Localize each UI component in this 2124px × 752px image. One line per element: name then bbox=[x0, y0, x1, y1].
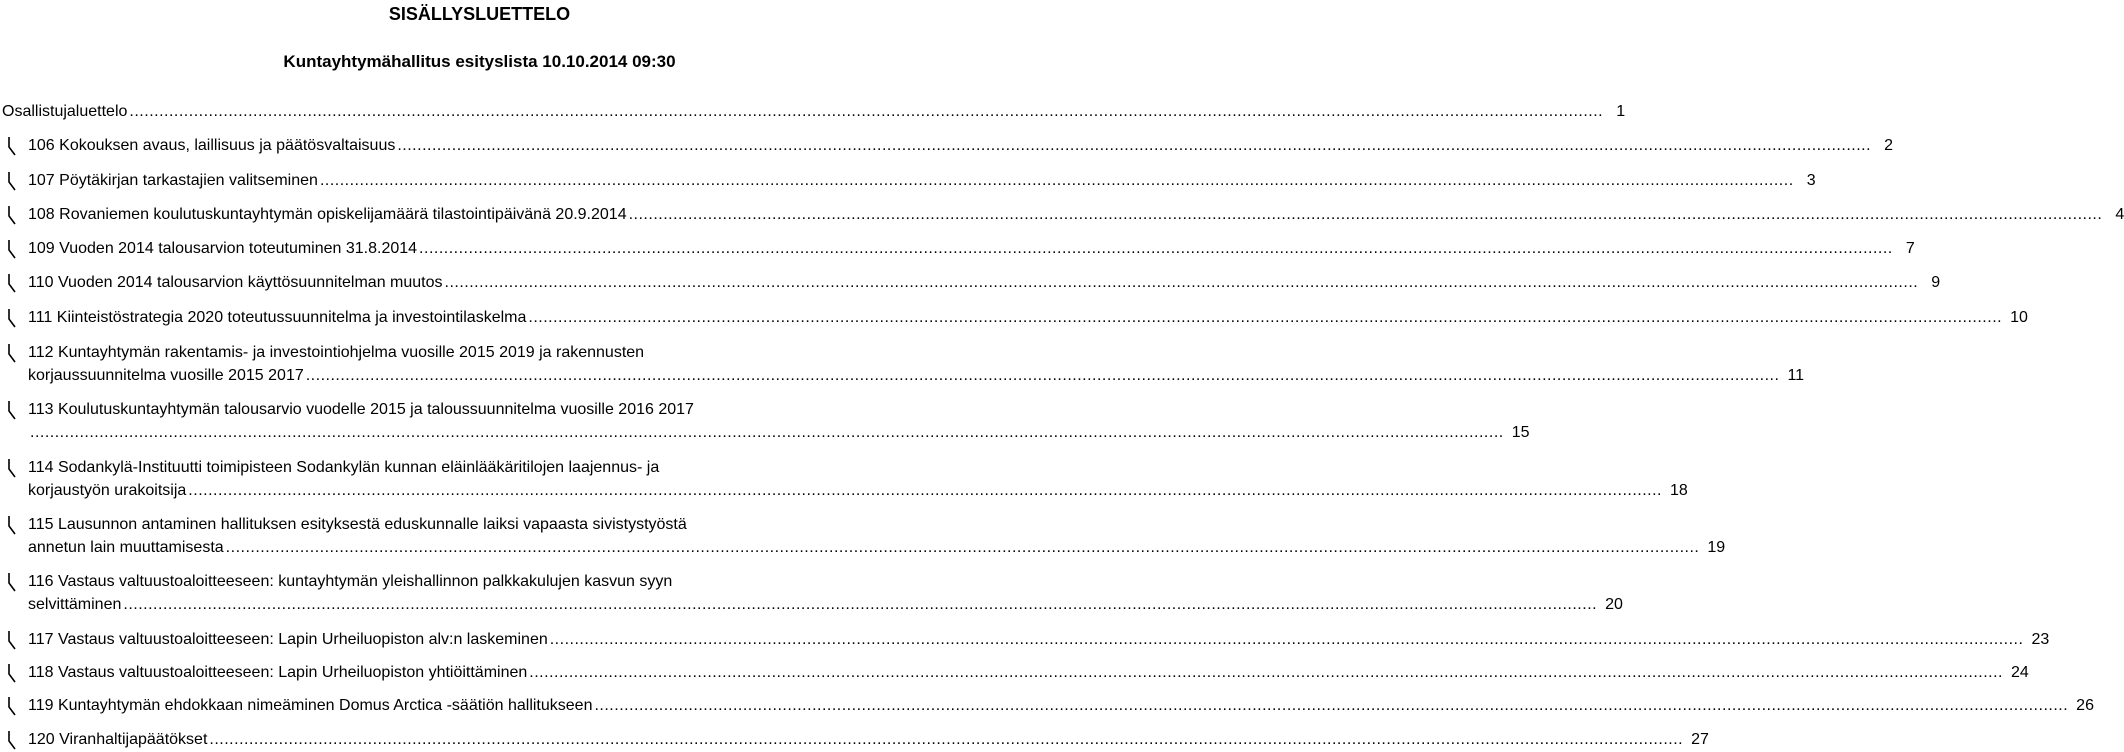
toc-entry-text: 116 Vastaus valtuustoaloitteeseen: kuntayhtymän yleishallinnon palkkakulujen kasvun syyn bbox=[28, 573, 673, 590]
hook-arrow-icon bbox=[7, 341, 17, 365]
hook-arrow-icon bbox=[7, 628, 17, 652]
toc-line bbox=[28, 479, 1688, 503]
toc-line bbox=[28, 421, 1530, 445]
toc-line bbox=[28, 661, 2029, 685]
leader-dots: .......................................................................................................................................................................................................................................................................................................... bbox=[628, 206, 2103, 223]
toc-entry-text: 118 Vastaus valtuustoaloitteeseen: Lapin Urheiluopiston yhtiöittäminen bbox=[28, 664, 528, 681]
toc-page-number: 4 bbox=[2115, 206, 2124, 223]
toc-entry-text: 106 Kokouksen avaus, laillisuus ja päätösvaltaisuus bbox=[28, 137, 396, 154]
toc-page-number: 1 bbox=[1616, 103, 1626, 120]
hook-arrow-icon bbox=[7, 203, 17, 227]
toc-page-number: 24 bbox=[2010, 664, 2029, 681]
hook-arrow-icon bbox=[7, 237, 17, 261]
leader-dots: .......................................................................................................................................................................................................................................................................................................... bbox=[123, 596, 1598, 613]
toc-entry-text: 111 Kiinteistöstrategia 2020 toteutussuunnitelma ja investointilaskelma bbox=[28, 309, 527, 326]
hook-arrow-icon bbox=[7, 513, 17, 537]
leader-dots: .......................................................................................................................................................................................................................................................................................................... bbox=[444, 274, 1919, 291]
toc-page-number: 19 bbox=[1707, 539, 1726, 556]
hook-arrow-icon bbox=[7, 169, 17, 193]
toc-page-number: 15 bbox=[1511, 424, 1530, 441]
toc-entry-text: 109 Vuoden 2014 talousarvion toteutuminen 31.8.2014 bbox=[28, 240, 418, 257]
leader-dots: .......................................................................................................................................................................................................................................................................................................... bbox=[305, 367, 1780, 384]
toc-entry-text-continued: korjaussuunnitelma vuosille 2015 2017 bbox=[28, 367, 304, 384]
toc-line bbox=[28, 694, 2094, 718]
toc-line bbox=[2, 100, 1626, 124]
leader-dots: .......................................................................................................................................................................................................................................................................................................... bbox=[419, 240, 1893, 257]
document-subtitle: Kuntayhtymähallitus esityslista 10.10.2014 09:30 bbox=[283, 52, 676, 71]
toc-entry-text: 114 Sodankylä-Instituutti toimipisteen Sodankylän kunnan eläinlääkäritilojen laajennus- ja bbox=[28, 459, 660, 476]
leader-dots: .......................................................................................................................................................................................................................................................................................................... bbox=[319, 172, 1794, 189]
hook-arrow-icon bbox=[7, 271, 17, 295]
hook-arrow-icon bbox=[7, 661, 17, 685]
leader-dots: .......................................................................................................................................................................................................................................................................................................... bbox=[188, 482, 1662, 499]
toc-page-number: 23 bbox=[2031, 631, 2050, 648]
toc-page-number: 10 bbox=[2010, 309, 2028, 326]
hook-arrow-icon bbox=[7, 728, 17, 752]
hook-arrow-icon bbox=[7, 456, 17, 480]
toc-line bbox=[28, 536, 1726, 560]
toc-entry-text: 110 Vuoden 2014 talousarvion käyttösuunnitelman muutos bbox=[28, 274, 443, 291]
hook-arrow-icon bbox=[7, 694, 17, 718]
leader-dots: .......................................................................................................................................................................................................................................................................................................... bbox=[529, 664, 2003, 681]
toc-entry-text: 112 Kuntayhtymän rakentamis- ja investointiohjelma vuosille 2015 2019 ja rakennusten bbox=[28, 344, 645, 361]
toc-line bbox=[28, 628, 2050, 652]
toc-line bbox=[28, 203, 2124, 227]
leader-dots: .......................................................................................................................................................................................................................................................................................................... bbox=[594, 697, 2069, 714]
toc-entry-text-continued: korjaustyön urakoitsija bbox=[28, 482, 187, 499]
hook-arrow-icon bbox=[7, 134, 17, 158]
toc-page-number: 11 bbox=[1787, 367, 1805, 384]
toc-entry-text-continued: annetun lain muuttamisesta bbox=[28, 539, 224, 556]
toc-entry-text: 113 Koulutuskuntayhtymän talousarvio vuodelle 2015 ja taloussuunnitelma vuosille 2016 2017 bbox=[28, 401, 694, 418]
toc-line bbox=[28, 134, 1894, 158]
toc-page-number: 18 bbox=[1670, 482, 1688, 499]
document-title: SISÄLLYSLUETTELO bbox=[388, 4, 571, 24]
toc-entry-text: 120 Viranhaltijapäätökset bbox=[28, 731, 208, 748]
toc-entry-text: Osallistujaluettelo bbox=[2, 103, 128, 120]
toc-page-number: 3 bbox=[1806, 172, 1816, 189]
leader-dots: .......................................................................................................................................................................................................................................................................................................... bbox=[528, 309, 2003, 326]
toc-entry-text-continued: selvittäminen bbox=[28, 596, 122, 613]
toc-entry-text: 115 Lausunnon antaminen hallituksen esityksestä eduskunnalle laiksi vapaasta sivistystyöstä bbox=[28, 516, 687, 533]
leader-dots: .......................................................................................................................................................................................................................................................................................................... bbox=[397, 137, 1872, 154]
hook-arrow-icon bbox=[7, 306, 17, 330]
toc-line bbox=[28, 169, 1816, 193]
leader-dots: .......................................................................................................................................................................................................................................................................................................... bbox=[209, 731, 1684, 748]
toc-page-number: 2 bbox=[1884, 137, 1894, 154]
leader-dots: .......................................................................................................................................................................................................................................................................................................... bbox=[30, 424, 1504, 441]
toc-line bbox=[28, 271, 1941, 295]
toc-line bbox=[28, 237, 1915, 261]
toc-line bbox=[28, 593, 1623, 617]
toc-line bbox=[28, 306, 2028, 330]
hook-arrow-icon bbox=[7, 570, 17, 594]
toc-entry-text: 107 Pöytäkirjan tarkastajien valitseminen bbox=[28, 172, 318, 189]
toc-entry-text: 117 Vastaus valtuustoaloitteeseen: Lapin Urheiluopiston alv:n laskeminen bbox=[28, 631, 548, 648]
toc-line bbox=[28, 364, 1805, 388]
leader-dots: .......................................................................................................................................................................................................................................................................................................... bbox=[129, 103, 1604, 120]
hook-arrow-icon bbox=[7, 398, 17, 422]
toc-page-number: 26 bbox=[2076, 697, 2094, 714]
leader-dots: .......................................................................................................................................................................................................................................................................................................... bbox=[225, 539, 1700, 556]
toc-page-number: 27 bbox=[1691, 731, 1709, 748]
toc-page-number: 9 bbox=[1931, 274, 1941, 291]
leader-dots: .......................................................................................................................................................................................................................................................................................................... bbox=[549, 631, 2024, 648]
toc-entry-text: 119 Kuntayhtymän ehdokkaan nimeäminen Domus Arctica -säätiön hallitukseen bbox=[28, 697, 593, 714]
toc-line bbox=[28, 728, 1709, 752]
toc-page-number: 7 bbox=[1905, 240, 1915, 257]
toc-entry-text: 108 Rovaniemen koulutuskuntayhtymän opiskelijamäärä tilastointipäivänä 20.9.2014 bbox=[28, 206, 627, 223]
toc-page-number: 20 bbox=[1605, 596, 1623, 613]
